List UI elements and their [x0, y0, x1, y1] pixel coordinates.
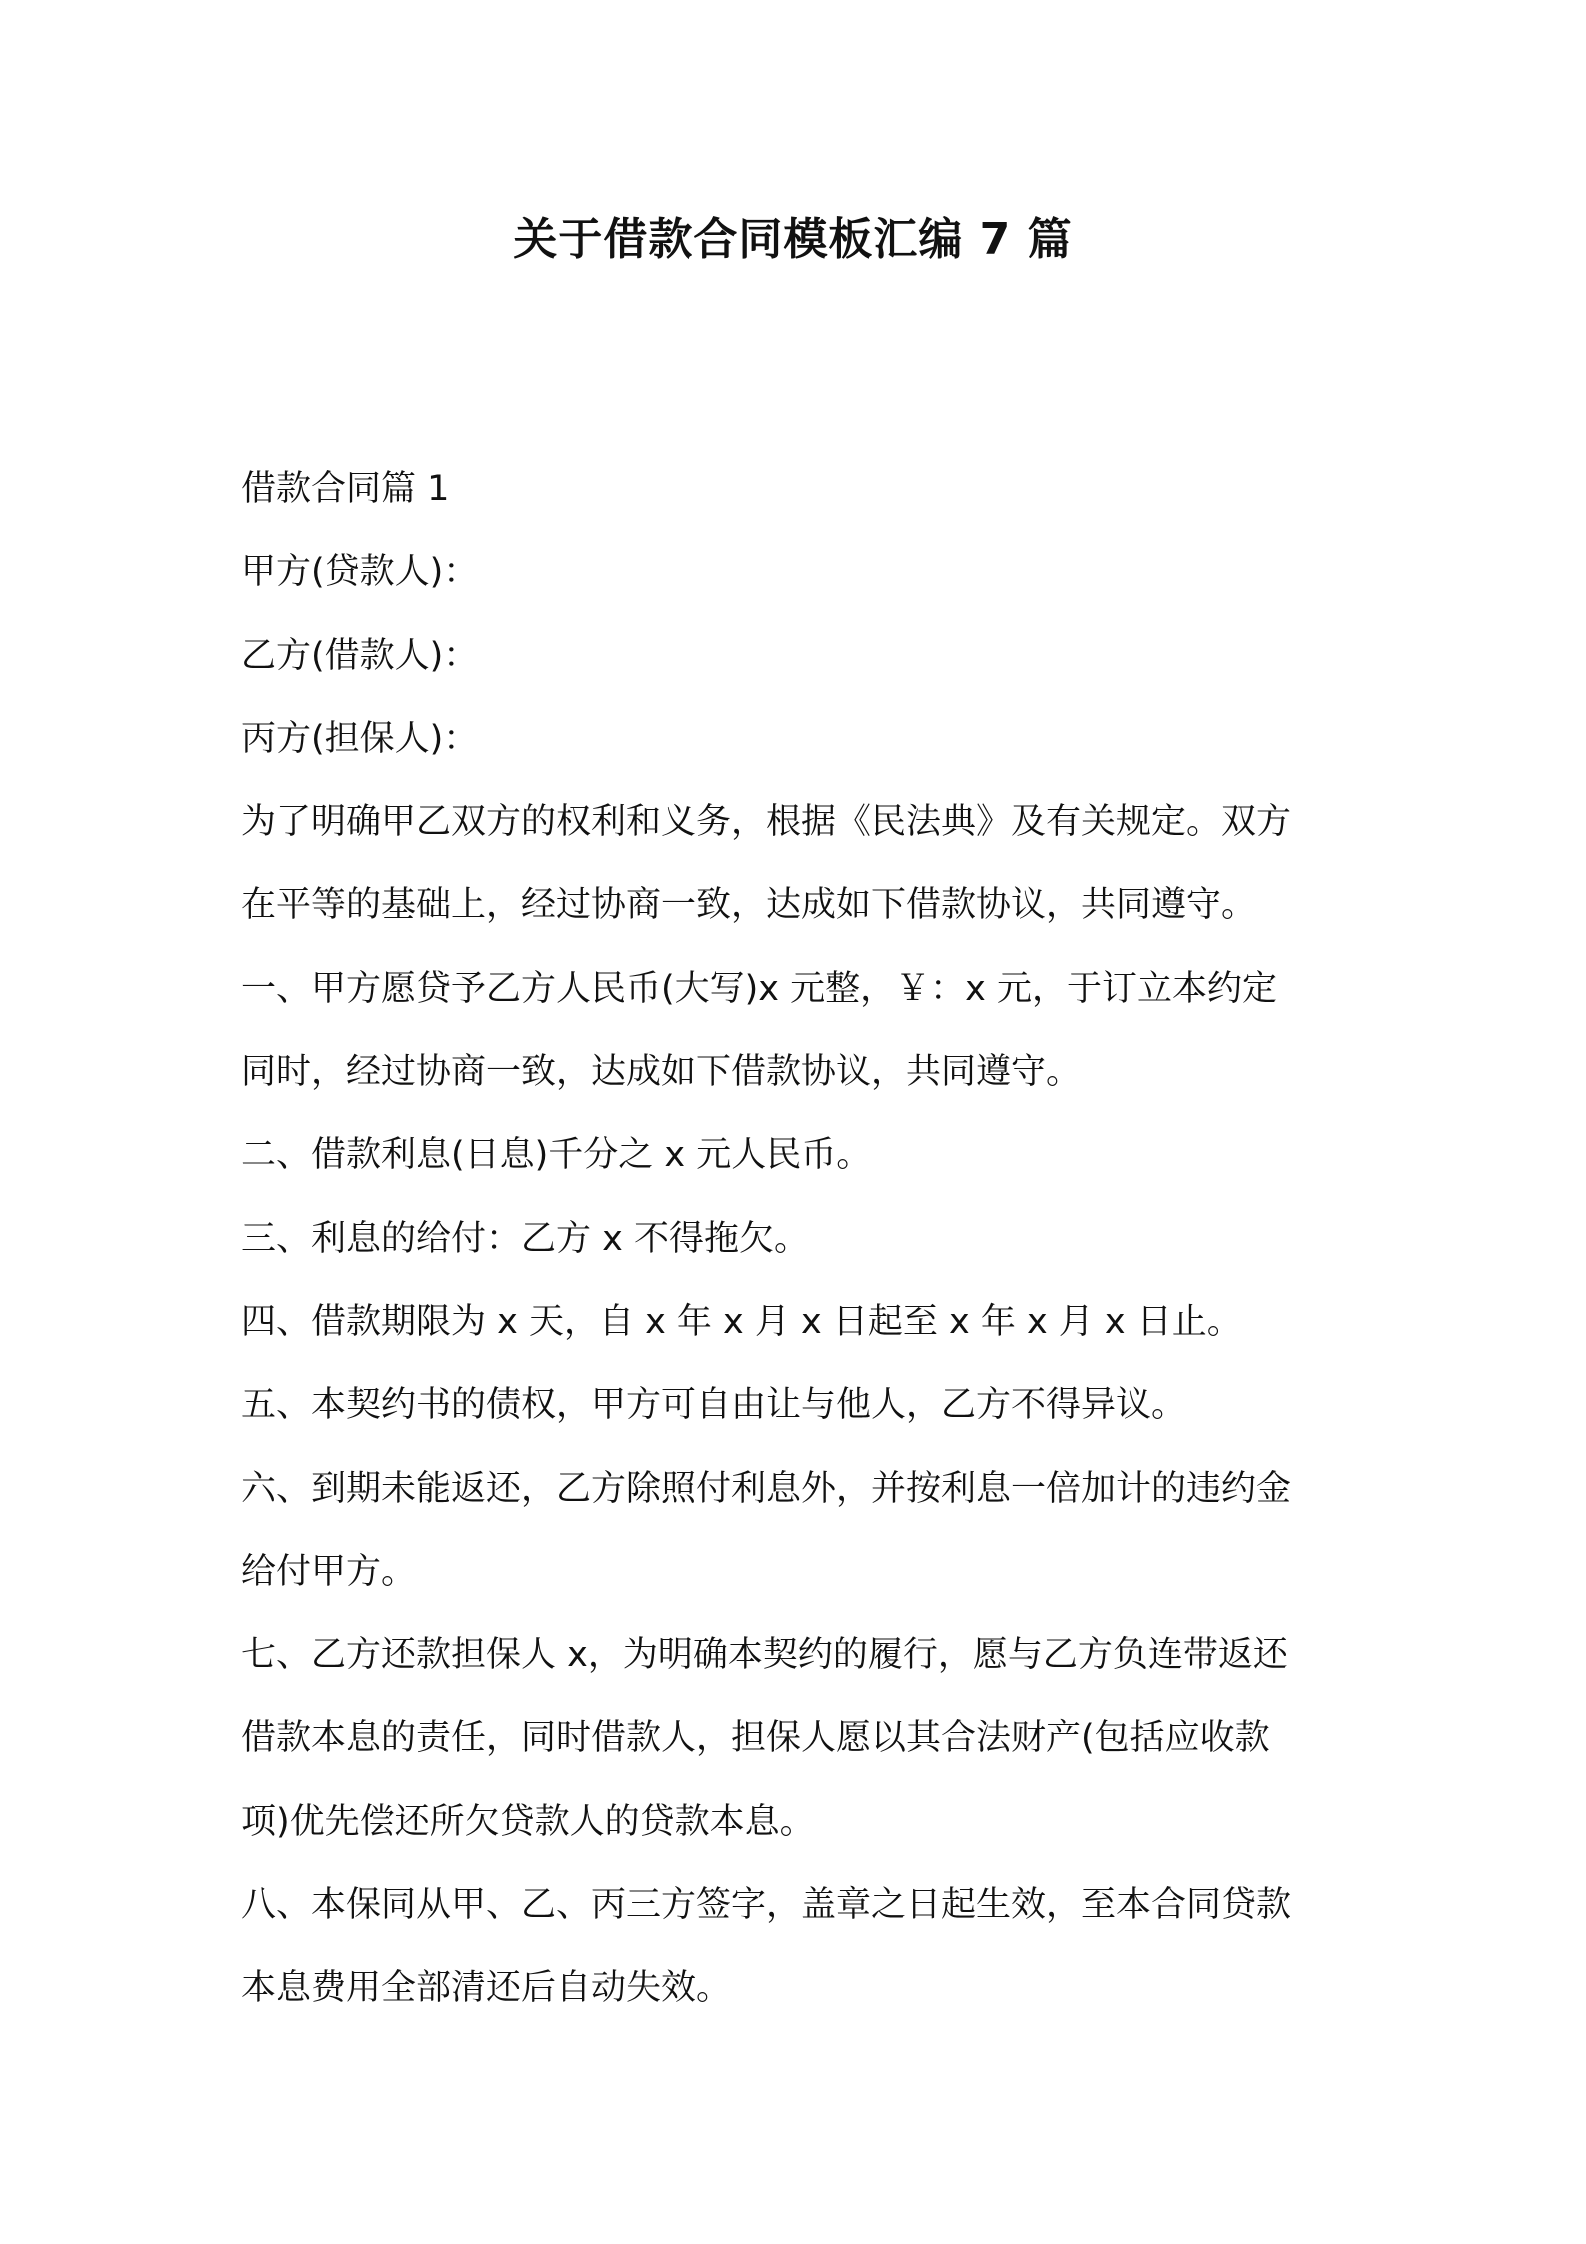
clause-line: 五、本契约书的债权，甲方可自由让与他人，乙方不得异议。 — [241, 1385, 1187, 1426]
document-body — [241, 448, 1361, 2031]
clause-line: 三、利息的给付：乙方 x 不得拖欠。 — [241, 1218, 809, 1259]
party-c-line: 丙方(担保人)： — [241, 718, 479, 759]
paragraph-line: 为了明确甲乙双方的权利和义务，根据《民法典》及有关规定。双方 — [241, 802, 1292, 843]
section-heading: 借款合同篇 1 — [241, 469, 450, 509]
clause-line: 本息费用全部清还后自动失效。 — [241, 1968, 732, 2009]
clause-line: 同时，经过协商一致，达成如下借款协议，共同遵守。 — [241, 1052, 1082, 1093]
clause-line: 项)优先偿还所欠贷款人的贷款本息。 — [241, 1801, 815, 1842]
clause-line: 六、到期未能返还，乙方除照付利息外，并按利息一倍加计的违约金 — [241, 1468, 1292, 1509]
paragraph-line: 在平等的基础上，经过协商一致，达成如下借款协议，共同遵守。 — [241, 885, 1257, 926]
clause-line: 四、借款期限为 x 天，自 x 年 x 月 x 日起至 x 年 x 月 x 日止。 — [241, 1301, 1242, 1342]
document-title: 关于借款合同模板汇编 7 篇 — [513, 214, 1073, 265]
party-a-line: 甲方(贷款人)： — [241, 552, 479, 593]
clause-line: 给付甲方。 — [241, 1551, 417, 1592]
party-b-line: 乙方(借款人)： — [241, 635, 479, 676]
clause-line: 借款本息的责任，同时借款人，担保人愿以其合法财产(包括应收款 — [241, 1718, 1270, 1759]
clause-line: 七、乙方还款担保人 x，为明确本契约的履行，愿与乙方负连带返还 — [241, 1635, 1288, 1676]
clause-line: 二、借款利息(日息)千分之 x 元人民币。 — [241, 1135, 872, 1176]
clause-line: 一、甲方愿贷予乙方人民币(大写)x 元整，￥：x 元，于订立本约定 — [241, 968, 1277, 1009]
clause-line: 八、本保同从甲、乙、丙三方签字，盖章之日起生效，至本合同贷款 — [241, 1885, 1292, 1926]
